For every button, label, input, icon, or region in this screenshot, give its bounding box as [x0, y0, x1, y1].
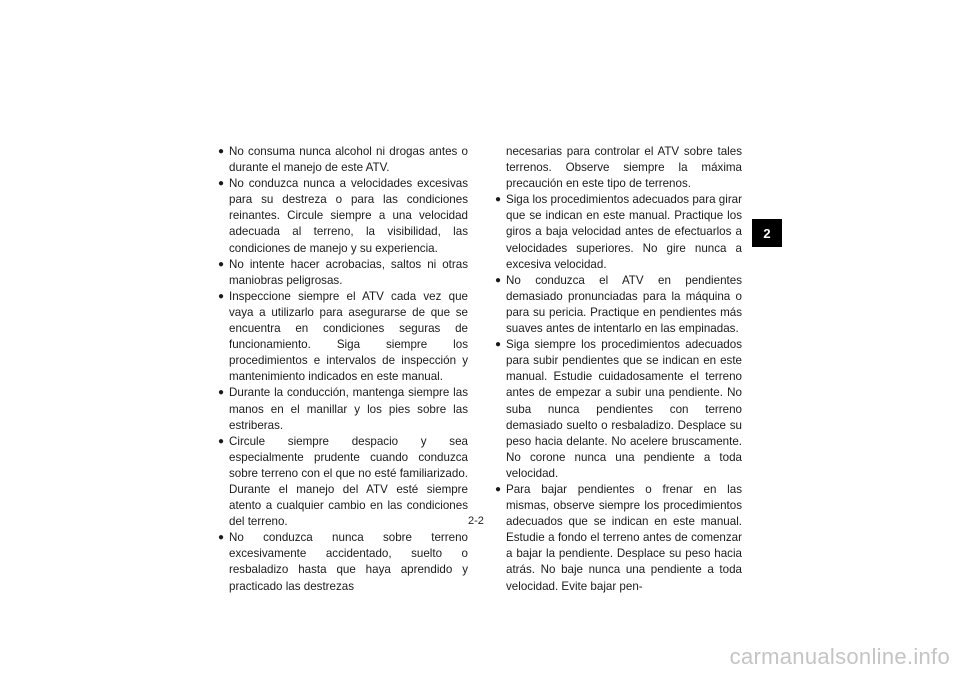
list-item — [218, 144, 468, 176]
item-text: Siga los procedimientos adecuados para girar que se indican en este manual. Practique los giros a baja velocidad antes de efectuarlos a velocidades superiores. No gire nunca a excesiva velocidad. — [506, 193, 742, 271]
item-text: Siga siempre los procedimientos adecuados para subir pendientes que se indican en este manual. Estudie cuidadosamente el terreno antes de empezar a subir una pendiente. No suba nunca pendientes con terreno demasiado suelto o resbaladizo. Desplace su peso hacia delante. No acelere bruscamente. No corone nunca una pendiente a toda velocidad. — [506, 338, 742, 480]
page-number: 2-2 — [468, 515, 484, 527]
item-text: Circule siempre despacio y sea especialmente prudente cuando conduzca sobre terreno con el que no esté familiarizado. Durante el manejo del ATV esté siempre atento a cualquier cambio en las condiciones del terreno. — [229, 434, 468, 529]
list-item — [495, 273, 742, 337]
list-item — [495, 337, 742, 482]
bullet-icon: ● — [218, 146, 225, 157]
bullet-icon: ● — [495, 194, 502, 206]
bullet-icon: ● — [218, 258, 225, 270]
list-item — [218, 530, 468, 594]
list-item — [218, 434, 468, 531]
item-text: Durante la conducción, mantenga siempre las manos en el manillar y los pies sobre las estriberas. — [229, 386, 468, 432]
left-column — [218, 144, 468, 595]
item-text: No conduzca nunca sobre terreno excesivamente accidentado, suelto o resbaladizo hasta que haya aprendido y practicado las destrezas — [229, 531, 468, 593]
item-text: No intente hacer acrobacias, saltos ni otras maniobras peligrosas. — [229, 257, 468, 287]
item-text: No consuma nunca alcohol ni drogas antes o durante el manejo de este ATV. — [229, 145, 468, 175]
watermark: carmanualsonline.info — [729, 644, 950, 669]
list-item — [218, 257, 468, 289]
item-text: Inspeccione siempre el ATV cada vez que vaya a utilizarlo para asegurarse de que se encuentra en condiciones seguras de funcionamiento. Siga siempre los procedimientos e intervalos de inspección y mantenimiento indicados en este manual. — [229, 289, 468, 384]
item-text: No conduzca el ATV en pendientes demasiado pronunciadas para la máquina o para su pericia. Practique en pendientes más suaves antes de intentarlo en las empinadas. — [506, 273, 742, 336]
list-item — [218, 385, 468, 433]
bullet-icon: ● — [218, 290, 225, 302]
bullet-icon: ● — [218, 435, 225, 447]
continued-paragraph: necesarias para controlar el ATV sobre tales terrenos. Observe siempre la máxima precaución en este tipo de terrenos. — [506, 145, 742, 191]
bullet-icon: ● — [218, 532, 225, 544]
list-item — [218, 176, 468, 256]
bullet-icon: ● — [495, 339, 502, 351]
item-text: No conduzca nunca a velocidades excesivas para su destreza o para las condiciones reinantes. Circule siempre a una velocidad adecuada al terreno, la visibilidad, las condiciones de manejo y su experiencia. — [229, 177, 468, 255]
item-text: Para bajar pendientes o frenar en las mismas, observe siempre los procedimientos adecuados que se indican en este manual. Estudie a fondo el terreno antes de comenzar a bajar la pendiente. Desplace su peso hacia atrás. No baje nunca una pendiente a toda velocidad. Evite bajar pen- — [506, 482, 742, 593]
bullet-icon: ● — [218, 178, 225, 190]
list-item — [218, 289, 468, 386]
bullet-icon: ● — [495, 483, 502, 495]
right-column — [495, 144, 742, 595]
bullet-icon: ● — [495, 274, 502, 286]
list-item — [495, 192, 742, 272]
bullet-icon: ● — [218, 387, 225, 399]
section-tab: 2 — [752, 219, 782, 247]
list-item — [495, 482, 742, 595]
